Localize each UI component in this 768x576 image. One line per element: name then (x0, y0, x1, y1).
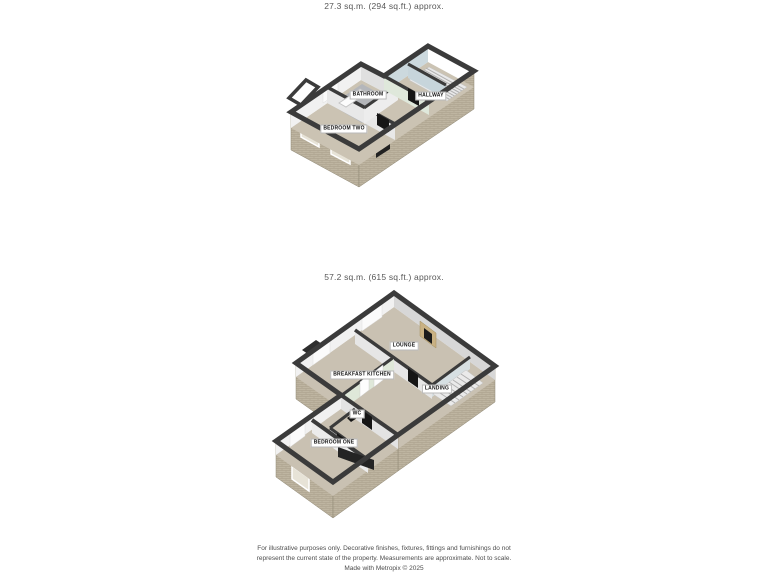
top-floorplan-illustration (255, 35, 505, 210)
disclaimer-line-1: For illustrative purposes only. Decorative finishes, fixtures, fittings and furnishings do not (257, 545, 511, 552)
top-plan-area-label: 27.3 sq.m. (294 sq.ft.) approx. (324, 1, 444, 11)
room-label-bedroom-two: BEDROOM TWO (320, 125, 367, 134)
room-label-hallway: HALLWAY (415, 92, 446, 101)
bottom-floorplan-illustration (250, 280, 515, 530)
room-label-wc: WC (350, 410, 365, 419)
disclaimer-line-3: Made with Metropix © 2025 (344, 565, 424, 572)
disclaimer-line-2: represent the current state of the property. Measurements are approximate. Not to scale. (256, 555, 512, 562)
room-label-bathroom: BATHROOM (350, 91, 387, 100)
room-label-bedroom-one: BEDROOM ONE (311, 439, 358, 448)
room-label-landing: LANDING (422, 385, 452, 394)
room-label-lounge: LOUNGE (390, 342, 419, 351)
room-label-breakfast-kitchen: BREAKFAST KITCHEN (330, 371, 394, 380)
bottom-plan-area-label: 57.2 sq.m. (615 sq.ft.) approx. (324, 272, 444, 282)
disclaimer (0, 544, 768, 574)
